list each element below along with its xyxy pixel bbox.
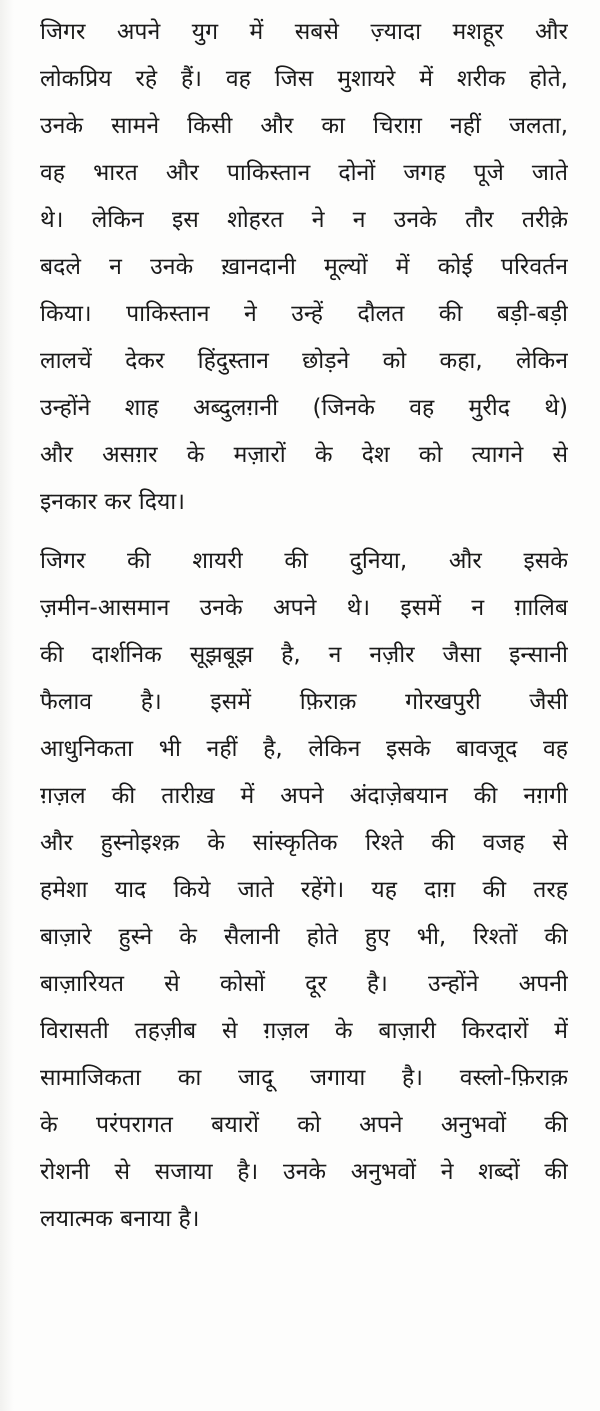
- text-line: इनकार कर दिया।: [40, 489, 185, 515]
- text-line: विरासती तहज़ीब से ग़ज़ल के बाज़ारी किरदारों में: [40, 1018, 568, 1044]
- text-line: लोकप्रिय रहे हैं। वह जिस मुशायरे में शरीक होते,: [40, 66, 568, 92]
- text-line: के परंपरागत बयारों को अपने अनुभवों की: [40, 1112, 568, 1138]
- text-line: सामाजिकता का जादू जगाया है। वस्लो-फ़िराक़: [40, 1065, 568, 1091]
- text-line: किया। पाकिस्तान ने उन्हें दौलत की बड़ी-बड़ी: [40, 301, 568, 327]
- document-page: [40, 9, 568, 1243]
- text-line: थे। लेकिन इस शोहरत ने न उनके तौर तरीक़े: [40, 207, 568, 233]
- paragraph-2: [40, 538, 568, 1243]
- paragraph-1: [40, 9, 568, 526]
- text-line: रोशनी से सजाया है। उनके अनुभवों ने शब्दों की: [40, 1159, 568, 1185]
- text-line: बदले न उनके ख़ानदानी मूल्यों में कोई परिवर्तन: [40, 254, 568, 280]
- text-line: बाज़ारे हुस्ने के सैलानी होते हुए भी, रिश्तों की: [40, 924, 568, 950]
- text-line: उनके सामने किसी और का चिराग़ नहीं जलता,: [40, 113, 568, 139]
- scan-edge-shadow: [0, 0, 14, 1411]
- text-line: लालचें देकर हिंदुस्तान छोड़ने को कहा, लेकिन: [40, 348, 568, 374]
- text-line: ज़मीन-आसमान उनके अपने थे। इसमें न ग़ालिब: [40, 595, 568, 621]
- text-line: और असग़र के मज़ारों के देश को त्यागने से: [40, 442, 568, 468]
- text-line: उन्होंने शाह अब्दुलग़नी (जिनके वह मुरीद थे): [40, 395, 568, 421]
- text-line: बाज़ारियत से कोसों दूर है। उन्होंने अपनी: [40, 971, 568, 997]
- text-line: हमेशा याद किये जाते रहेंगे। यह दाग़ की तरह: [40, 877, 568, 903]
- text-line: वह भारत और पाकिस्तान दोनों जगह पूजे जाते: [40, 160, 568, 186]
- text-line: आधुनिकता भी नहीं है, लेकिन इसके बावजूद वह: [40, 736, 568, 762]
- text-line: ग़ज़ल की तारीख़ में अपने अंदाज़ेबयान की नग़गी: [40, 783, 568, 809]
- text-line: की दार्शनिक सूझबूझ है, न नज़ीर जैसा इन्सानी: [40, 642, 568, 668]
- text-line: फैलाव है। इसमें फ़िराक़ गोरखपुरी जैसी: [40, 689, 568, 715]
- text-line: लयात्मक बनाया है।: [40, 1206, 200, 1232]
- text-line: जिगर अपने युग में सबसे ज़्यादा मशहूर और: [40, 19, 568, 45]
- text-line: जिगर की शायरी की दुनिया, और इसके: [40, 548, 568, 574]
- text-line: और हुस्नोइश्क़ के सांस्कृतिक रिश्ते की वजह से: [40, 830, 568, 856]
